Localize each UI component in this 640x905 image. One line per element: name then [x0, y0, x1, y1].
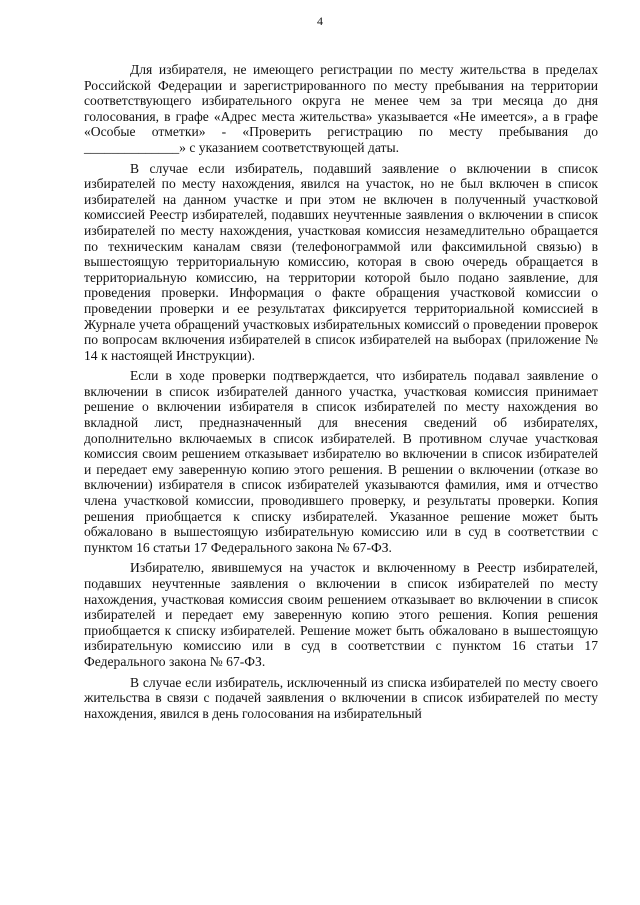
page-number: 4: [317, 14, 323, 28]
document-body: [84, 62, 598, 726]
paragraph-no-registration: Для избирателя, не имеющего регистрации по месту жительства в пределах Российской Федерации и зарегистрированного по месту пребывания на территории соответствующего избирательного округа не менее чем за три месяца до дня голосования, в графе «Адрес места жительства» указывается «Не имеется», а в графе «Особые отметки» - «Проверить регистрацию по месту пребывания до ______________» с указанием соответствующей даты.: [84, 62, 598, 155]
paragraph-registry-voter: Избирателю, явившемуся на участок и включенному в Реестр избирателей, подавших неучтенные заявления о включении в список избирателей по месту нахождения, участковая комиссия своим решением отказывает во включении в список избирателей и передает ему заверенную копию этого решения. Копия решения приобщается к списку избирателей. Решение может быть обжаловано в вышестоящую избирательную комиссию или в суд в соответствии с пунктом 16 статьи 17 Федерального закона № 67-ФЗ.: [84, 560, 598, 669]
paragraph-verification-result: Если в ходе проверки подтверждается, что избиратель подавал заявление о включении в список избирателей данного участка, участковая комиссия принимает решение о включении избирателя в список избирателей по месту нахождения во вкладной лист, предназначенный для внесения сведений об избирателях, дополнительно включаемых в список избирателей. В противном случае участковая комиссия своим решением отказывает избирателю во включении в список избирателей и передает ему заверенную копию этого решения. В решении о включении (отказе во включении) избирателя в список избирателей указываются фамилия, имя и отчество члена участковой комиссии, проводившего проверку, и результаты проверки. Копия решения приобщается к списку избирателей. Указанное решение может быть обжаловано в вышестоящую избирательную комиссию или в суд в соответствии с пунктом 16 статьи 17 Федерального закона № 67-ФЗ.: [84, 368, 598, 555]
paragraph-excluded-voter: В случае если избиратель, исключенный из списка избирателей по месту своего жительства в связи с подачей заявления о включении в список избирателей по месту нахождения, явился в день голосования на избирательный: [84, 674, 598, 721]
paragraph-not-in-list: В случае если избиратель, подавший заявление о включении в список избирателей по месту нахождения, явился на участок, но не был включен в список избирателей на данном участке и при этом не включен в полученный участковой комиссией Реестр избирателей, подавших неучтенные заявления о включении в список избирателей по месту нахождения, участковая комиссия незамедлительно обращается по техническим каналам связи (телефонограммой или факсимильной связью) в вышестоящую территориальную комиссию, которая в свою очередь обращается в территориальную комиссию, на территории которой было подано заявление, для проведения проверки. Информация о факте обращения участковой комиссии о проведении проверки и ее результатах фиксируется территориальной комиссией в Журнале учета обращений участковых избирательных комиссий о проведении проверок по вопросам включения избирателей в список избирателей на выборах (приложение № 14 к настоящей Инструкции).: [84, 160, 598, 363]
